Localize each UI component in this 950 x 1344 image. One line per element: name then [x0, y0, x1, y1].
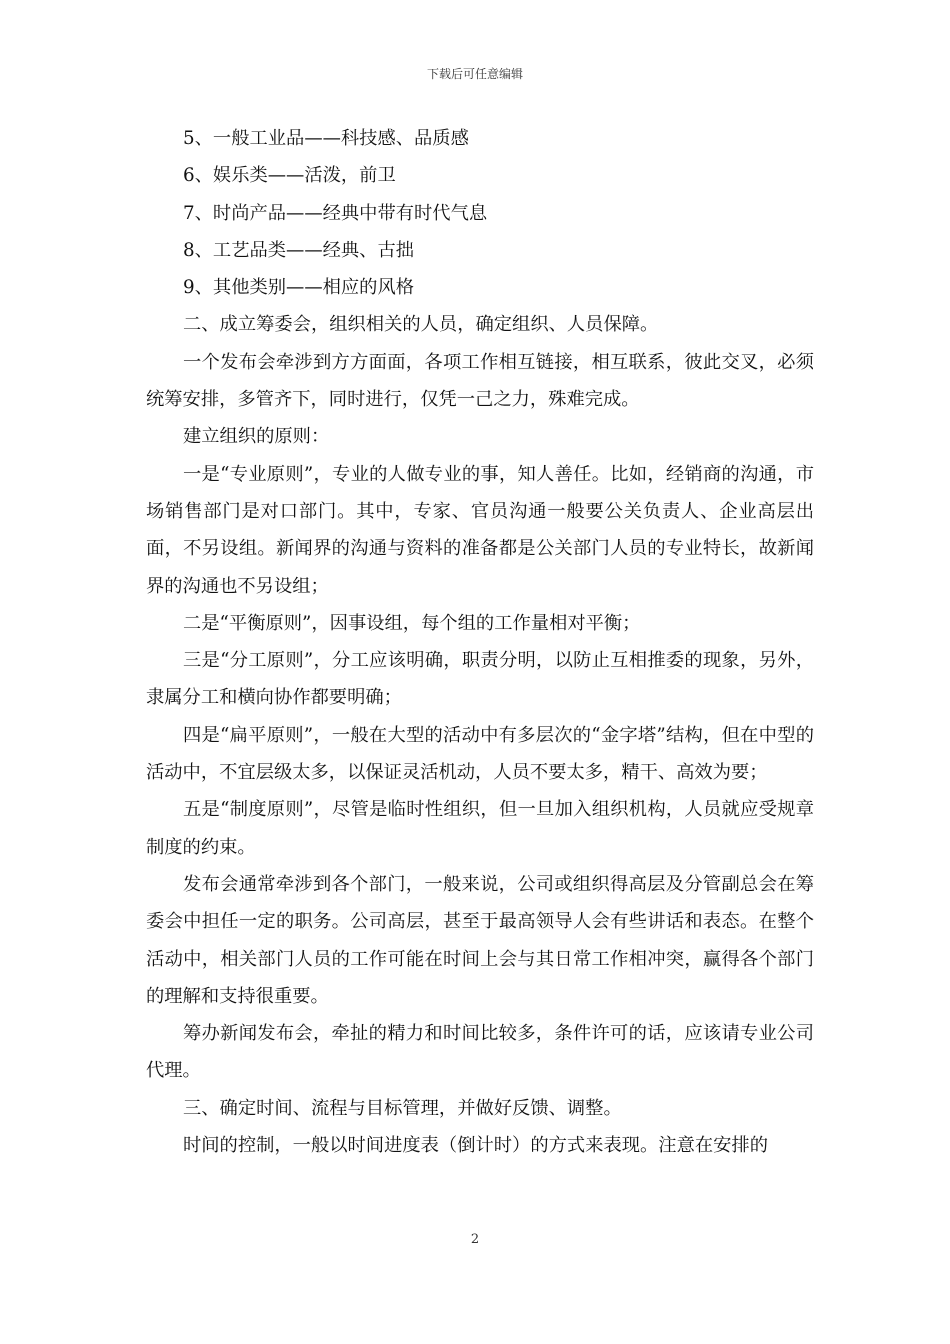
- paragraph-agency: 筹办新闻发布会，牵扯的精力和时间比较多，条件许可的话，应该请专业公司代理。: [146, 1023, 814, 1082]
- paragraph-principle-5: 五是“制度原则”，尽管是临时性组织，但一旦加入组织机构，人员就应受规章制度的约束。: [146, 799, 814, 858]
- paragraph-item-7: 7、时尚产品——经典中带有时代气息: [183, 202, 488, 224]
- paragraph-departments: 发布会通常牵涉到各个部门，一般来说，公司或组织得高层及分管副总会在筹委会中担任一定的职务。公司高层，甚至于最高领导人会有些讲话和表态。在整个活动中，相关部门人员的工作可能在时间上会与其日常工作相冲突，赢得各个部门的理解和支持很重要。: [146, 873, 814, 1007]
- paragraph-item-5: 5、一般工业品——科技感、品质感: [183, 128, 469, 149]
- paragraph-principles-heading: 建立组织的原则：: [183, 426, 330, 448]
- paragraph-item-8: 8、工艺品类——经典、古拙: [183, 239, 415, 261]
- paragraph-principle-2: 二是“平衡原则”，因事设组，每个组的工作量相对平衡；: [183, 612, 641, 634]
- page-number: 2: [470, 1232, 480, 1247]
- paragraph-principle-1: 一是“专业原则”，专业的人做专业的事，知人善任。比如，经销商的沟通，市场销售部门是对口部门。其中，专家、官员沟通一般要公关负责人、企业高层出面，不另设组。新闻界的沟通与资料的准备都是公关部门人员的专业特长，故新闻界的沟通也不另设组；: [146, 463, 814, 597]
- paragraph-principle-4: 四是“扁平原则”，一般在大型的活动中有多层次的“金字塔”结构，但在中型的活动中，不宜层级太多，以保证灵活机动，人员不要太多，精干、高效为要；: [146, 724, 814, 784]
- paragraph-intro: 一个发布会牵涉到方方面面，各项工作相互链接，相互联系，彼此交叉，必须统筹安排，多管齐下，同时进行，仅凭一己之力，殊难完成。: [146, 351, 814, 411]
- paragraph-time-control: 时间的控制，一般以时间进度表（倒计时）的方式来表现。注意在安排的: [183, 1135, 768, 1157]
- paragraph-item-6: 6、娱乐类——活泼，前卫: [183, 165, 396, 187]
- paragraph-principle-3: 三是“分工原则”，分工应该明确，职责分明，以防止互相推委的现象，另外，隶属分工和横向协作都要明确；: [146, 650, 814, 709]
- section-heading-3: 三、确定时间、流程与目标管理，并做好反馈、调整。: [183, 1097, 622, 1119]
- section-heading-2: 二、成立筹委会，组织相关的人员，确定组织、人员保障。: [183, 314, 659, 336]
- paragraph-item-9: 9、其他类别——相应的风格: [183, 277, 415, 299]
- document-body: [146, 120, 814, 1164]
- page-header: 下载后可任意编辑: [426, 67, 523, 81]
